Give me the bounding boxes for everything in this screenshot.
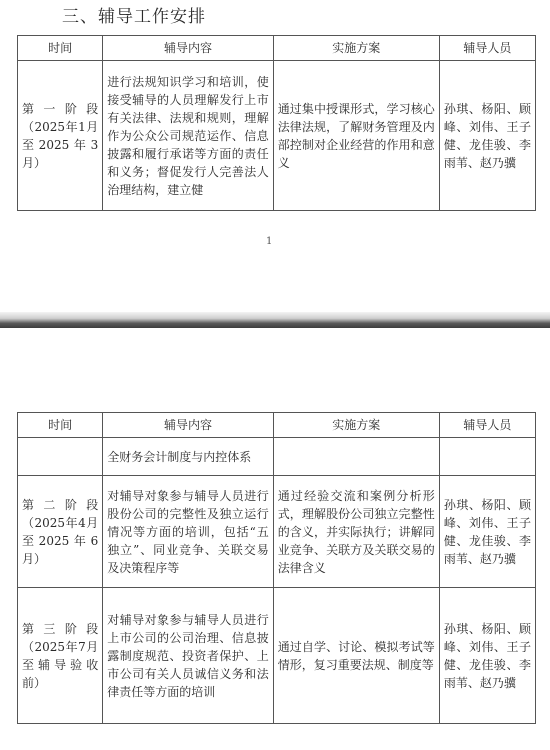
table-row <box>18 438 536 476</box>
header-staff: 辅导人员 <box>439 36 535 61</box>
section-title: 三、辅导工作安排 <box>62 7 206 27</box>
header-plan: 实施方案 <box>273 413 439 438</box>
stage-3-time: 第三阶段（2025年7月至辅导验收前） <box>18 588 103 724</box>
stage-1-time: 第一阶段（2025年1月至2025年3月） <box>18 61 103 211</box>
stage-2-time: 第二阶段（2025年4月至2025年6月） <box>18 476 103 588</box>
stage-3-staff: 孙琪、杨阳、顾峰、刘伟、王子健、龙佳骏、李雨苇、赵乃骥 <box>439 588 535 724</box>
table-row <box>18 61 536 211</box>
table-row <box>18 476 536 588</box>
stage-2-plan: 通过经验交流和案例分析形式，理解股份公司独立完整性的含义，并实际执行；讲解同业竞争、关联方及关联交易的法律含义 <box>273 476 439 588</box>
table-header-row <box>18 36 536 61</box>
stage-2-staff: 孙琪、杨阳、顾峰、刘伟、王子健、龙佳骏、李雨苇、赵乃骥 <box>439 476 535 588</box>
header-plan: 实施方案 <box>273 36 439 61</box>
stage-3-content: 对辅导对象参与辅导人员进行上市公司的公司治理、信息披露制度规范、投资者保护、上市公司有关人员诚信义务和法律责任等方面的培训 <box>103 588 273 724</box>
page-break-divider <box>0 312 550 328</box>
header-staff: 辅导人员 <box>439 413 535 438</box>
stage-1-plan: 通过集中授课形式，学习核心法律法规，了解财务管理及内部控制对企业经营的作用和意义 <box>273 61 439 211</box>
schedule-table-page-1 <box>17 35 536 211</box>
continued-staff <box>439 438 535 476</box>
header-time: 时间 <box>18 413 103 438</box>
continued-time <box>18 438 103 476</box>
table-row <box>18 588 536 724</box>
table-header-row <box>18 413 536 438</box>
header-content: 辅导内容 <box>103 413 273 438</box>
header-content: 辅导内容 <box>103 36 273 61</box>
continued-plan <box>273 438 439 476</box>
stage-1-content-continued: 全财务会计制度与内控体系 <box>103 438 273 476</box>
document-page-1 <box>0 0 550 312</box>
schedule-table-page-2 <box>17 412 536 724</box>
stage-3-plan: 通过自学、讨论、模拟考试等情形，复习重要法规、制度等 <box>273 588 439 724</box>
page-number: 1 <box>266 236 273 247</box>
document-page-2 <box>0 328 550 750</box>
header-time: 时间 <box>18 36 103 61</box>
stage-1-staff: 孙琪、杨阳、顾峰、刘伟、王子健、龙佳骏、李雨苇、赵乃骥 <box>439 61 535 211</box>
stage-2-content: 对辅导对象参与辅导人员进行股份公司的完整性及独立运行情况等方面的培训，包括“五独立”、同业竞争、关联交易及决策程序等 <box>103 476 273 588</box>
stage-1-content: 进行法规知识学习和培训，使接受辅导的人员理解发行上市有关法律、法规和规则，理解作为公众公司规范运作、信息披露和履行承诺等方面的责任和义务；督促发行人完善法人治理结构，建立健 <box>103 61 273 211</box>
